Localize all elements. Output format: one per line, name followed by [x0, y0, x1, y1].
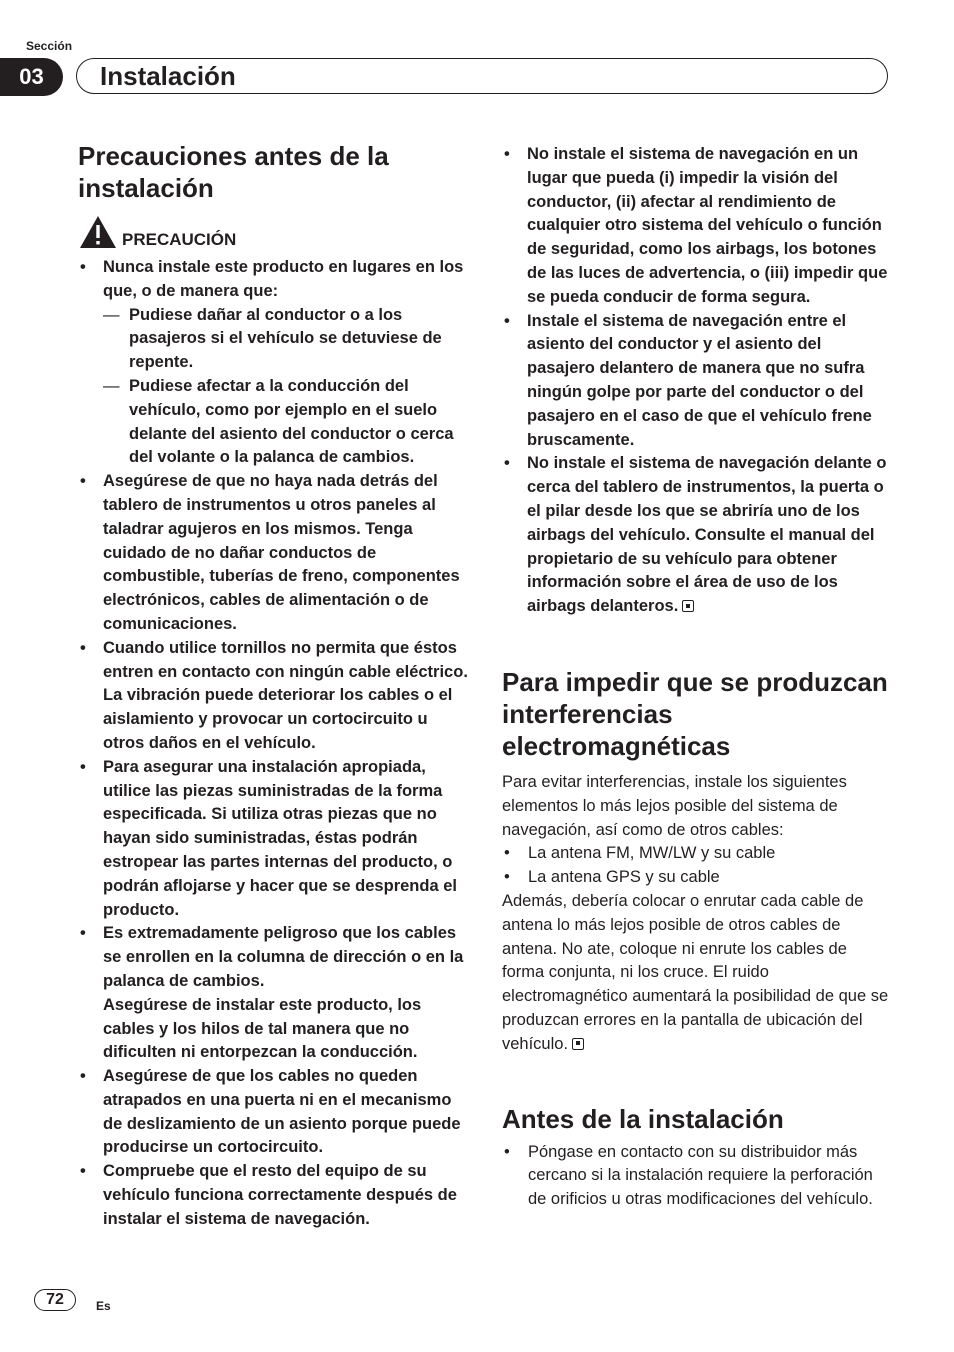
interference-intro: Para evitar interferencias, instale los siguientes elementos lo más lejos posible del sistema de navegación, así como de otros cables: [502, 772, 847, 839]
precautions-heading: Precauciones antes de la instalación [78, 141, 389, 203]
sub-item: — Pudiese dañar al conductor o a los pasajeros si el vehículo se detuviese de repente. [103, 304, 468, 375]
list-item-text: • Nunca instale este producto en lugares en los que, o de manera que: [103, 258, 464, 300]
list-item: • Para asegurar una instalación apropiada, utilice las piezas suministradas de la forma especificada. Si utiliza otras piezas que no hayan sido suministradas, éstas podrán estropear las partes internas del producto, o podrán aflojarse y hacer que se desprenda el producto. [78, 756, 468, 923]
caution-header [78, 214, 468, 250]
list-item [78, 256, 468, 470]
list-item: • No instale el sistema de navegación en un lugar que pueda (i) impedir la visión del conductor, (ii) afectar al rendimiento de cualquier otro sistema del vehículo o función de seguridad, como los airbags, los botones de las luces de advertencia, o (iii) impedir que se pueda conducir de forma segura. [502, 143, 892, 310]
list-item: • Asegúrese de que los cables no queden atrapados en una puerta ni en el mecanismo de deslizamiento de un asiento porque puede producirse un cortocircuito. [78, 1065, 468, 1160]
right-column [502, 140, 892, 1212]
installation-list [502, 143, 892, 619]
list-item [502, 452, 892, 619]
list-item: • La antena FM, MW/LW y su cable [502, 842, 892, 866]
interference-text [502, 890, 892, 1057]
interference-heading: Para impedir que se produzcan interferencias electromagnéticas [502, 666, 888, 761]
caution-label: PRECAUCIÓN [122, 230, 237, 249]
list-item: • Cuando utilice tornillos no permita que éstos entren en contacto con ningún cable eléctrico. La vibración puede deteriorar los cables o el aislamiento y provocar un cortocircuito u otros daños en el vehículo. [78, 637, 468, 756]
section-title: Instalación [100, 61, 236, 91]
list-item: • Compruebe que el resto del equipo de su vehículo funciona correctamente después de instalar el sistema de navegación. [78, 1160, 468, 1231]
list-item-text: No instale el sistema de navegación delante o cerca del tablero de instrumentos, la puerta o el pilar desde los que se abriría uno de los airbags del vehículo. Consulte el manual del propietario de su vehículo para obtener información sobre el área de uso de los airbags delanteros. [527, 454, 887, 616]
end-mark-icon [682, 600, 694, 612]
interference-paragraph: Además, debería colocar o enrutar cada cable de antena lo más lejos posible de otros cables de antena. No ate, coloque ni enrute los cables de forma conjunta, ni los cruce. El ruido electromagnético aumentará la posibilidad de que se produzcan errores en la pantalla de ubicación del vehículo. [502, 891, 889, 1053]
section-label: Sección [26, 39, 73, 53]
left-column [78, 140, 468, 1232]
list-item [78, 922, 468, 1065]
list-item-extra: Asegúrese de instalar este producto, los cables y los hilos de tal manera que no dificulten ni entorpezcan la conducción. [103, 995, 422, 1062]
warning-icon [78, 214, 118, 250]
list-item: • La antena GPS y su cable [502, 866, 892, 890]
list-item: • Asegúrese de que no haya nada detrás del tablero de instrumentos u otros paneles al taladrar agujeros en los mismos. Tenga cuidado de no dañar conductos de combustible, tuberías de freno, componentes electrónicos, cables de alimentación o de comunicaciones. [78, 470, 468, 637]
list-item: • Instale el sistema de navegación entre el asiento del conductor y el asiento del pasajero delantero de manera que no sufra ningún golpe por parte del conductor o del pasajero en el caso de que el vehículo frene bruscamente. [502, 310, 892, 453]
precautions-list [78, 256, 468, 1232]
list-item: • Póngase en contacto con su distribuidor más cercano si la instalación requiere la perforación de orificios u otras modificaciones del vehículo. [502, 1141, 892, 1212]
sub-item: — Pudiese afectar a la conducción del vehículo, como por ejemplo en el suelo delante del asiento del conductor o cerca del volante o la palanca de cambios. [103, 375, 468, 470]
page-number: 72 [34, 1289, 76, 1311]
interference-list [502, 842, 892, 890]
end-mark-icon [572, 1038, 584, 1050]
before-install-list [502, 1141, 892, 1212]
section-number-badge: 03 [0, 58, 63, 96]
language-code: Es [96, 1299, 111, 1313]
list-item-text: • Es extremadamente peligroso que los cables se enrollen en la columna de dirección o en la palanca de cambios. [103, 924, 464, 990]
before-install-heading: Antes de la instalación [502, 1103, 784, 1134]
